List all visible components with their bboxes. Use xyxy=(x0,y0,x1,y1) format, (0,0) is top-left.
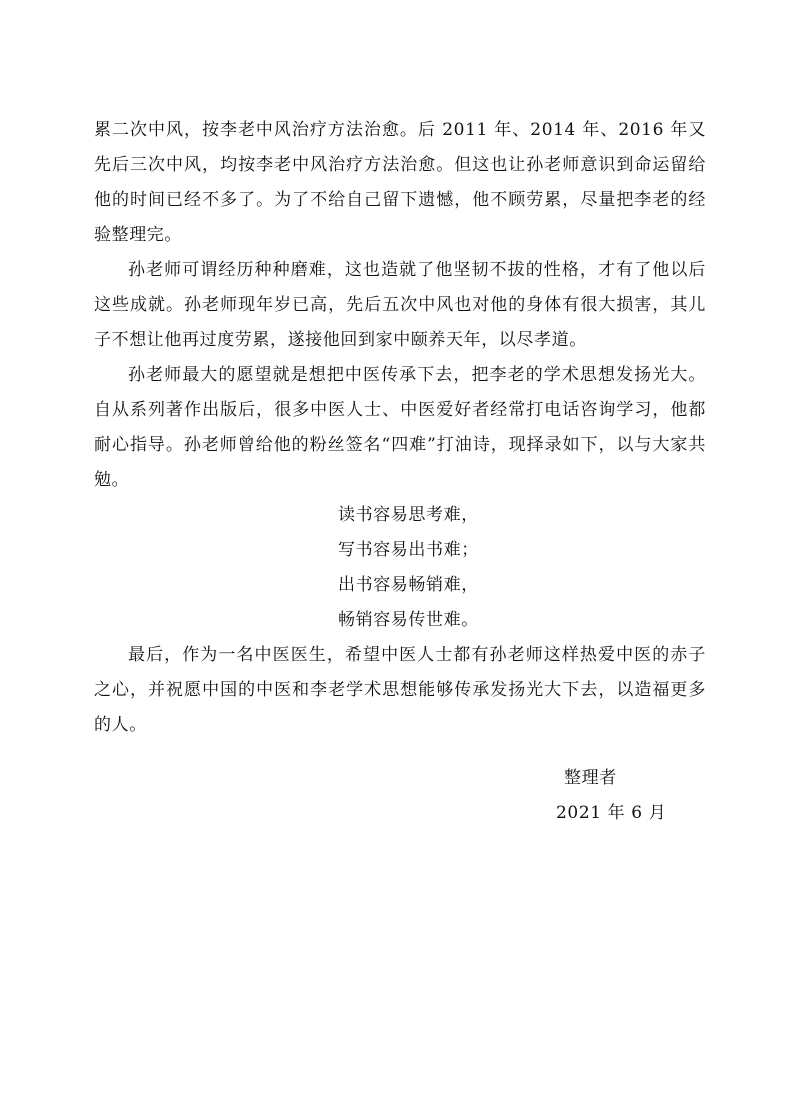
paragraph-continuation: 累二次中风，按李老中风治疗方法治愈。后 2011 年、2014 年、2016 年又先后三次中风，均按李老中风治疗方法治愈。但这也让孙老师意识到命运留给他的时间已经不多了。为了不给自己留下遗憾，他不顾劳累，尽量把李老的经验整理完。 xyxy=(94,120,706,245)
poem-line: 出书容易畅销难， xyxy=(338,575,479,595)
paragraph-hardships: 孙老师可谓经历种种磨难，这也造就了他坚韧不拔的性格，才有了他以后这些成就。孙老师现年岁已高，先后五次中风也对他的身体有很大损害，其儿子不想让他再过度劳累，遂接他回到家中颐养天年，以尽孝道。 xyxy=(94,260,706,350)
poem-line: 读书容易思考难， xyxy=(338,505,479,525)
poem-line: 写书容易出书难； xyxy=(338,540,479,560)
doggerel-poem xyxy=(94,498,706,638)
document-body xyxy=(94,113,706,831)
poem-line: 畅销容易传世难。 xyxy=(338,610,479,630)
signature-name: 整理者 xyxy=(564,768,617,788)
paragraph-closing: 最后，作为一名中医医生，希望中医人士都有孙老师这样热爱中医的赤子之心，并祝愿中国的中医和李老学术思想能够传承发扬光大下去，以造福更多的人。 xyxy=(94,645,706,735)
paragraph-wish: 孙老师最大的愿望就是想把中医传承下去，把李老的学术思想发扬光大。自从系列著作出版后，很多中医人士、中医爱好者经常打电话咨询学习，他都耐心指导。孙老师曾给他的粉丝签名“四难”打油诗，现择录如下，以与大家共勉。 xyxy=(94,365,706,490)
signature-block xyxy=(94,761,706,831)
signature-date: 2021 年 6 月 xyxy=(556,803,667,823)
